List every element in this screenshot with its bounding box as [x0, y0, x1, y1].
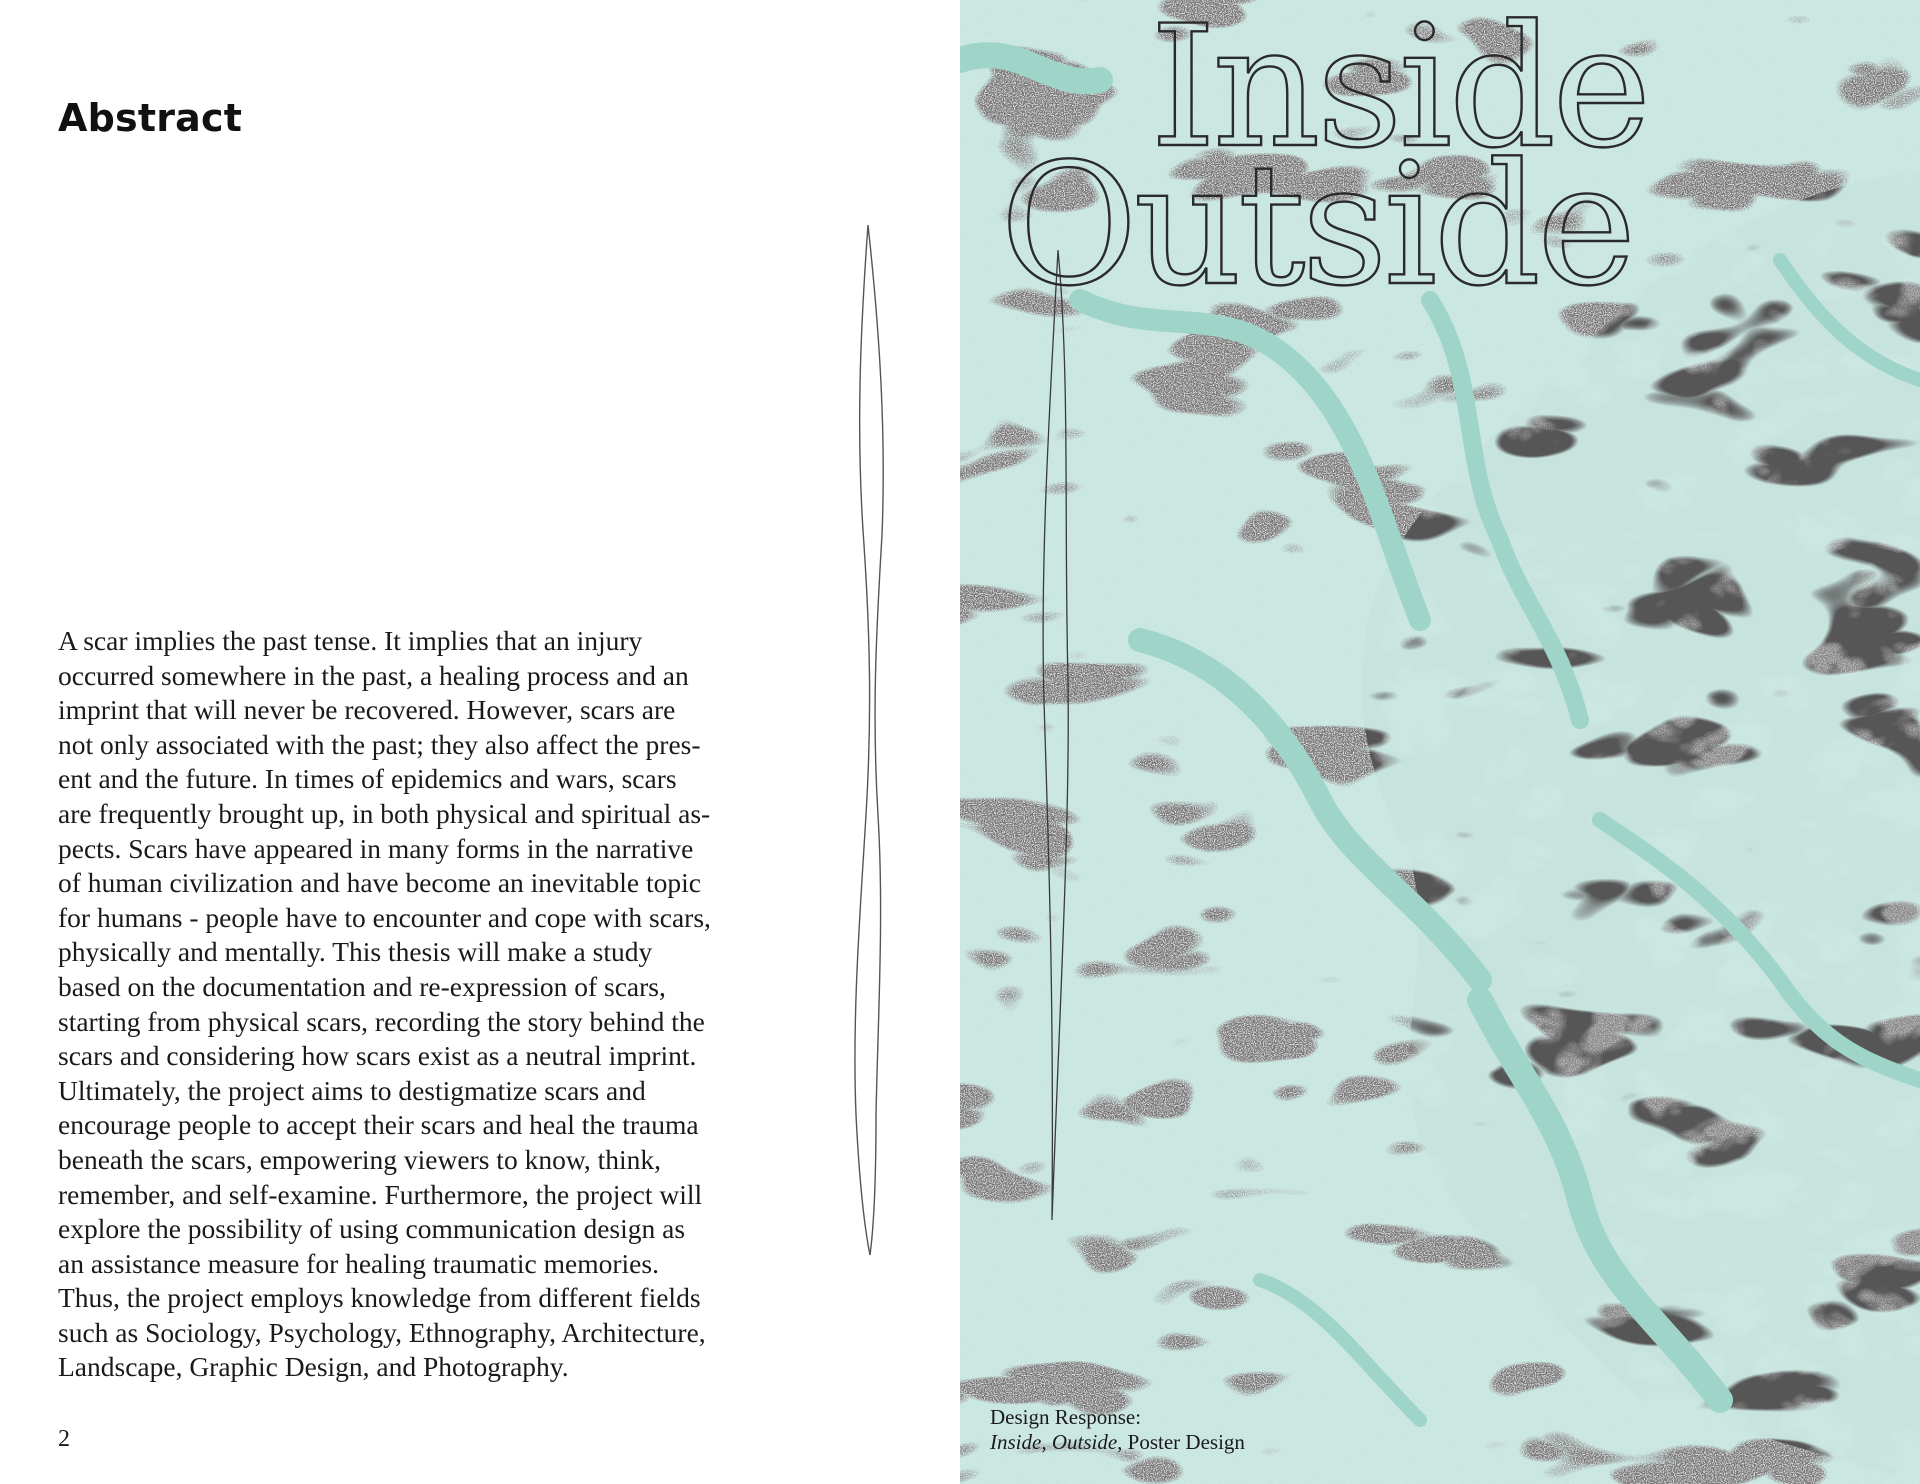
abstract-line: such as Sociology, Psychology, Ethnography, Architecture, [58, 1316, 706, 1348]
abstract-line: explore the possibility of using communication design as [58, 1213, 686, 1245]
abstract-line: an assistance measure for healing traumatic memories. [58, 1247, 659, 1279]
poster-page [960, 0, 1920, 1484]
abstract-line: imprint that will never be recovered. However, scars are [58, 694, 676, 726]
poster-title-line1: Inside [1150, 0, 1648, 185]
abstract-line: of human civilization and have become an inevitable topic [58, 867, 701, 899]
poster-title-line2: Outside [1000, 127, 1633, 323]
abstract-body [58, 624, 758, 1385]
abstract-line: Landscape, Graphic Design, and Photography. [58, 1351, 569, 1383]
abstract-line: occurred somewhere in the past, a healing process and an [58, 659, 689, 691]
abstract-line: remember, and self-examine. Furthermore, the project will [58, 1178, 703, 1210]
abstract-line: A scar implies the past tense. It implies that an injury [58, 625, 643, 656]
caption-line2 [990, 1430, 1245, 1455]
abstract-line: Ultimately, the project aims to destigmatize scars and [58, 1074, 646, 1106]
caption-italic-outside: Outside [1051, 1430, 1118, 1454]
abstract-line: based on the documentation and re-expression of scars, [58, 970, 666, 1002]
page-number: 2 [58, 1426, 70, 1452]
abstract-line: Thus, the project employs knowledge from different fields [58, 1282, 701, 1314]
caption-rest: , Poster Design [1117, 1430, 1245, 1454]
caption-separator: , [1041, 1430, 1047, 1454]
abstract-line: are frequently brought up, in both physical and spiritual as- [58, 797, 711, 829]
abstract-line: for humans - people have to encounter and cope with scars, [58, 901, 711, 933]
abstract-line: ent and the future. In times of epidemics and wars, scars [58, 763, 677, 795]
abstract-line: beneath the scars, empowering viewers to know, think, [58, 1143, 662, 1175]
abstract-line: encourage people to accept their scars and heal the trauma [58, 1109, 699, 1141]
caption-line1: Design Response: [990, 1405, 1142, 1429]
abstract-line: physically and mentally. This thesis will make a study [58, 936, 653, 968]
abstract-line: scars and considering how scars exist as a neutral imprint. [58, 1040, 697, 1072]
page-heading: Abstract [58, 96, 243, 140]
poster-caption [990, 1405, 1245, 1455]
caption-italic-inside: Inside [990, 1430, 1042, 1454]
poster-title [1000, 0, 1648, 323]
abstract-line: starting from physical scars, recording the story behind the [58, 1005, 705, 1037]
scar-line-illustration [820, 215, 920, 1265]
abstract-line: not only associated with the past; they also affect the pres- [58, 728, 701, 760]
abstract-line: pects. Scars have appeared in many forms in the narrative [58, 832, 694, 864]
